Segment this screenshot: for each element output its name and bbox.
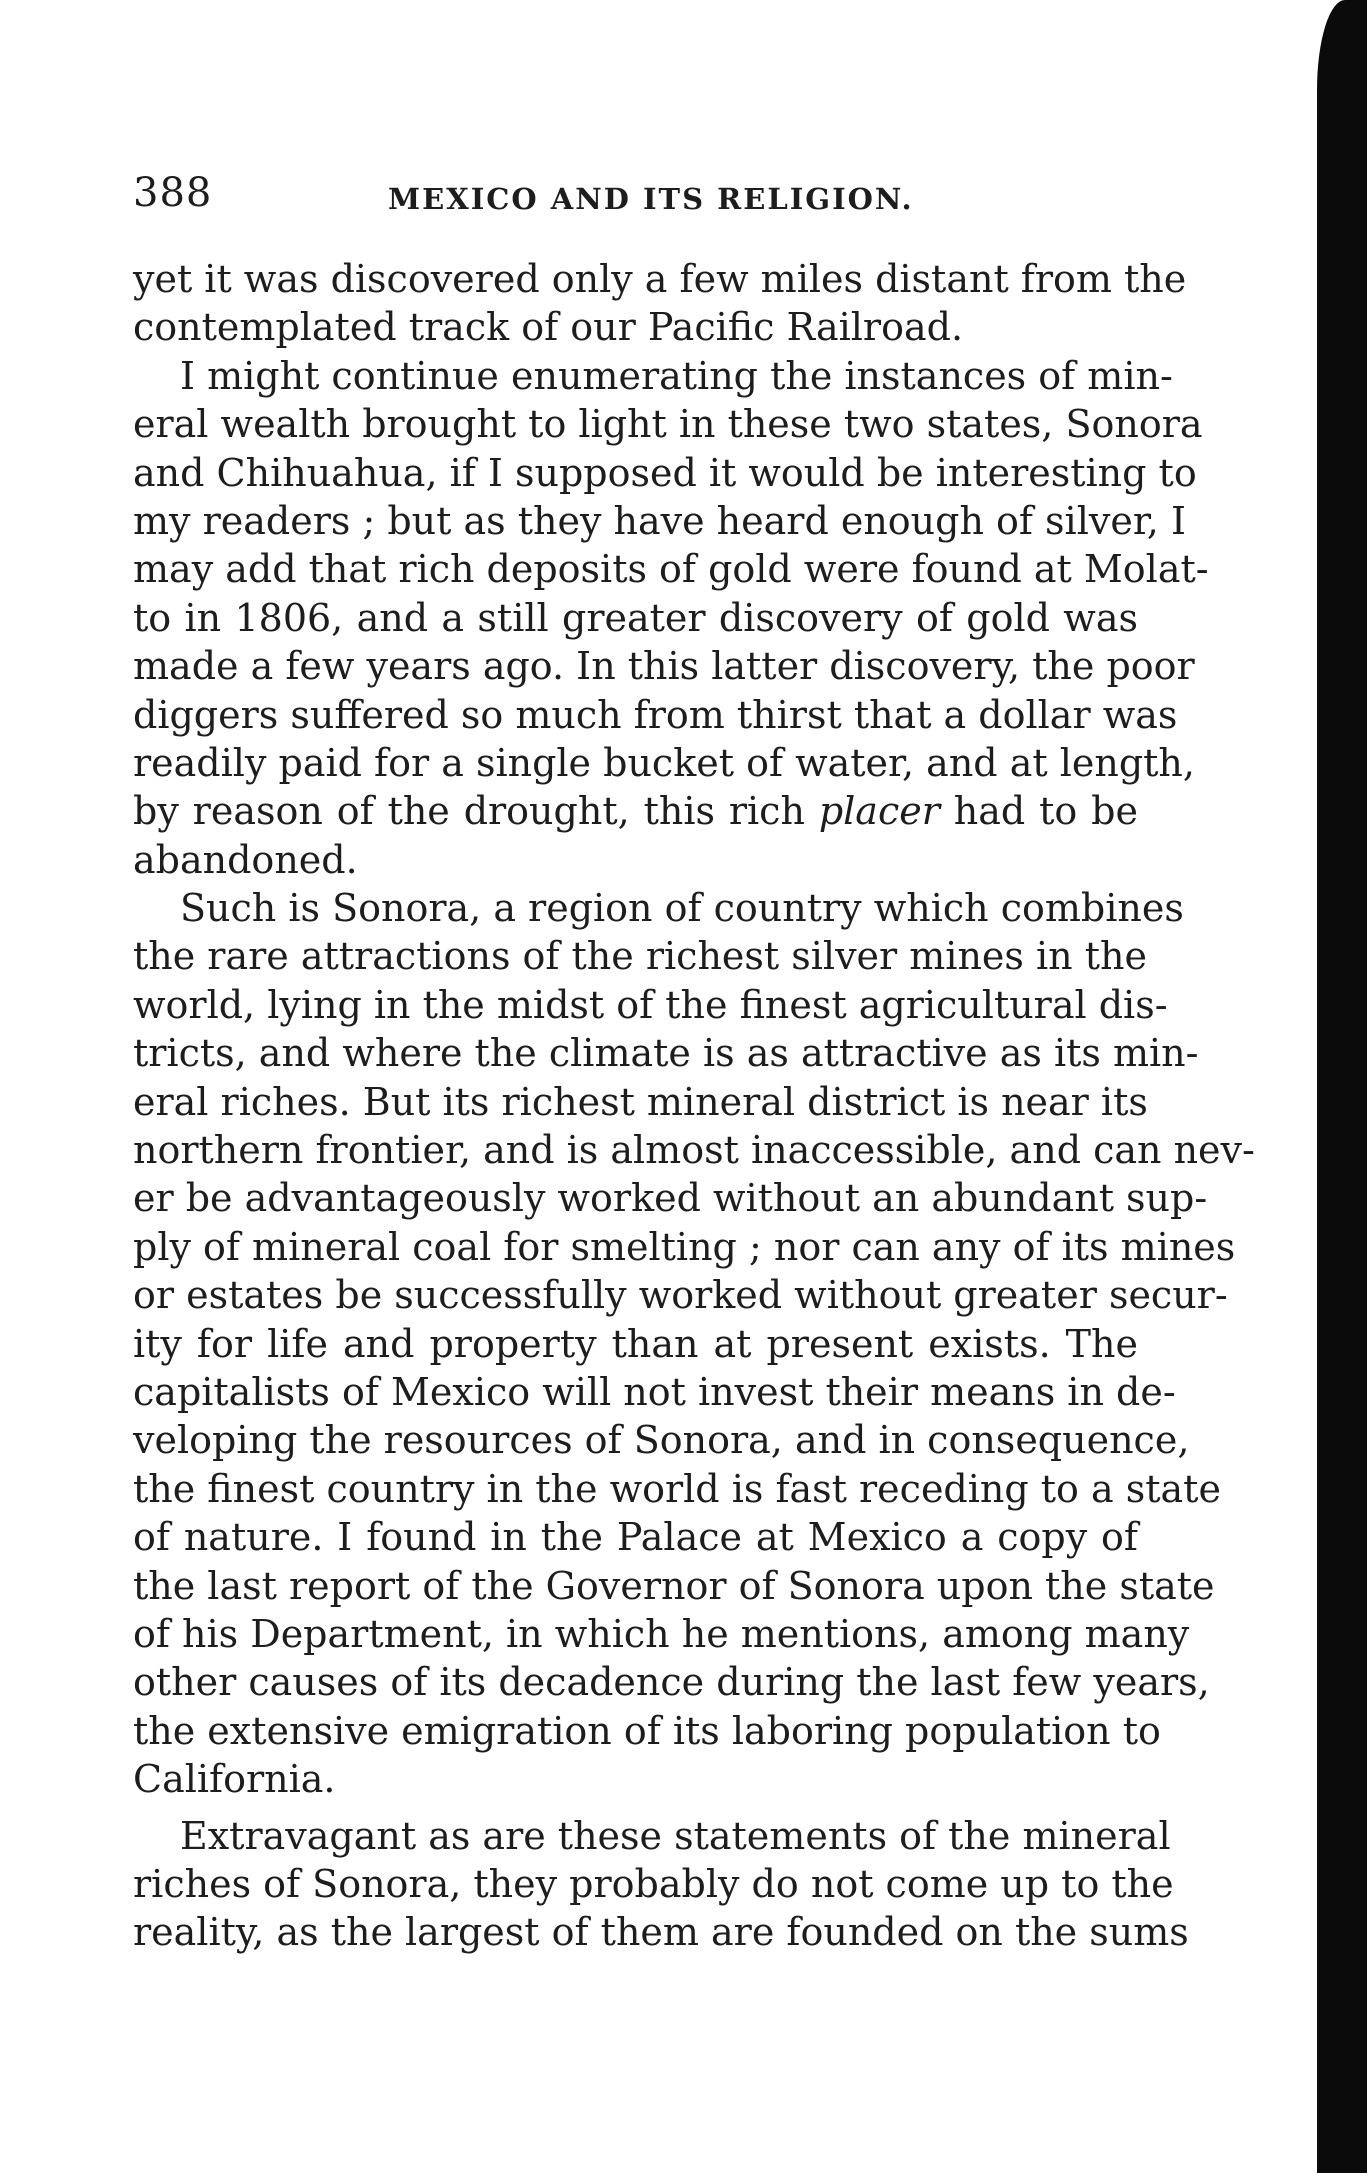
text-segment: by reason of the drought, this rich [133,789,819,834]
text-segment: had to be [939,789,1138,834]
book-spine-shadow [1317,0,1367,2173]
text-line: northern frontier, and is almost inaccessible, and can nev- [133,1128,1255,1173]
page-number: 388 [133,170,213,216]
text-line: of his Department, in which he mentions, among many [133,1611,1190,1656]
text-line: I might continue enumerating the instances of min- [180,353,1173,398]
text-line: the extensive emigration of its laboring population to [133,1708,1161,1753]
text-line: readily paid for a single bucket of water, and at length, [133,740,1195,785]
text-line: Such is Sonora, a region of country which combines [180,886,1184,931]
page-header [133,170,1133,230]
text-line: other causes of its decadence during the last few years, [133,1660,1210,1705]
text-line: and Chihuahua, if I supposed it would be interesting to [133,450,1197,495]
italic-word: placer [818,789,940,834]
text-line: reality, as the largest of them are founded on the sums [133,1910,1189,1955]
text-line: my readers ; but as they have heard enough of silver, I [133,498,1186,543]
running-head: MEXICO AND ITS RELIGION. [388,182,914,216]
text-line: yet it was discovered only a few miles distant from the [133,257,1187,301]
text-line: may add that rich deposits of gold were found at Molat- [133,547,1209,592]
text-line: to in 1806, and a still greater discovery of gold was [133,595,1138,640]
text-line: the finest country in the world is fast receding to a state [133,1466,1221,1511]
text-line: veloping the resources of Sonora, and in consequence, [133,1418,1190,1463]
text-line: the last report of the Governor of Sonora upon the state [133,1563,1215,1608]
text-line: diggers suffered so much from thirst that a dollar was [133,692,1178,737]
text-line: ity for life and property than at present exists. The [133,1321,1138,1366]
text-line: California. [133,1757,336,1802]
text-line: er be advantageously worked without an abundant sup- [133,1176,1208,1221]
body-text [133,255,1255,1957]
text-line: or estates be successfully worked without greater secur- [133,1273,1228,1318]
text-line: of nature. I found in the Palace at Mexico a copy of [133,1515,1138,1560]
text-line: riches of Sonora, they probably do not come up to the [133,1861,1174,1906]
text-line-with-italic [133,787,1138,835]
text-line: ply of mineral coal for smelting ; nor can any of its mines [133,1224,1236,1269]
text-line: capitalists of Mexico will not invest their means in de- [133,1369,1176,1414]
text-line: abandoned. [133,837,358,882]
text-line: world, lying in the midst of the finest agricultural dis- [133,982,1168,1027]
text-line: contemplated track of our Pacific Railroad. [133,305,964,350]
text-line: tricts, and where the climate is as attractive as its min- [133,1031,1199,1076]
text-line: made a few years ago. In this latter discovery, the poor [133,644,1195,689]
text-line: eral riches. But its richest mineral district is near its [133,1079,1148,1124]
text-line: Extravagant as are these statements of the mineral [180,1813,1171,1858]
text-line: the rare attractions of the richest silver mines in the [133,934,1147,979]
text-line: eral wealth brought to light in these two states, Sonora [133,402,1203,447]
paragraph-gap [133,1804,1138,1812]
